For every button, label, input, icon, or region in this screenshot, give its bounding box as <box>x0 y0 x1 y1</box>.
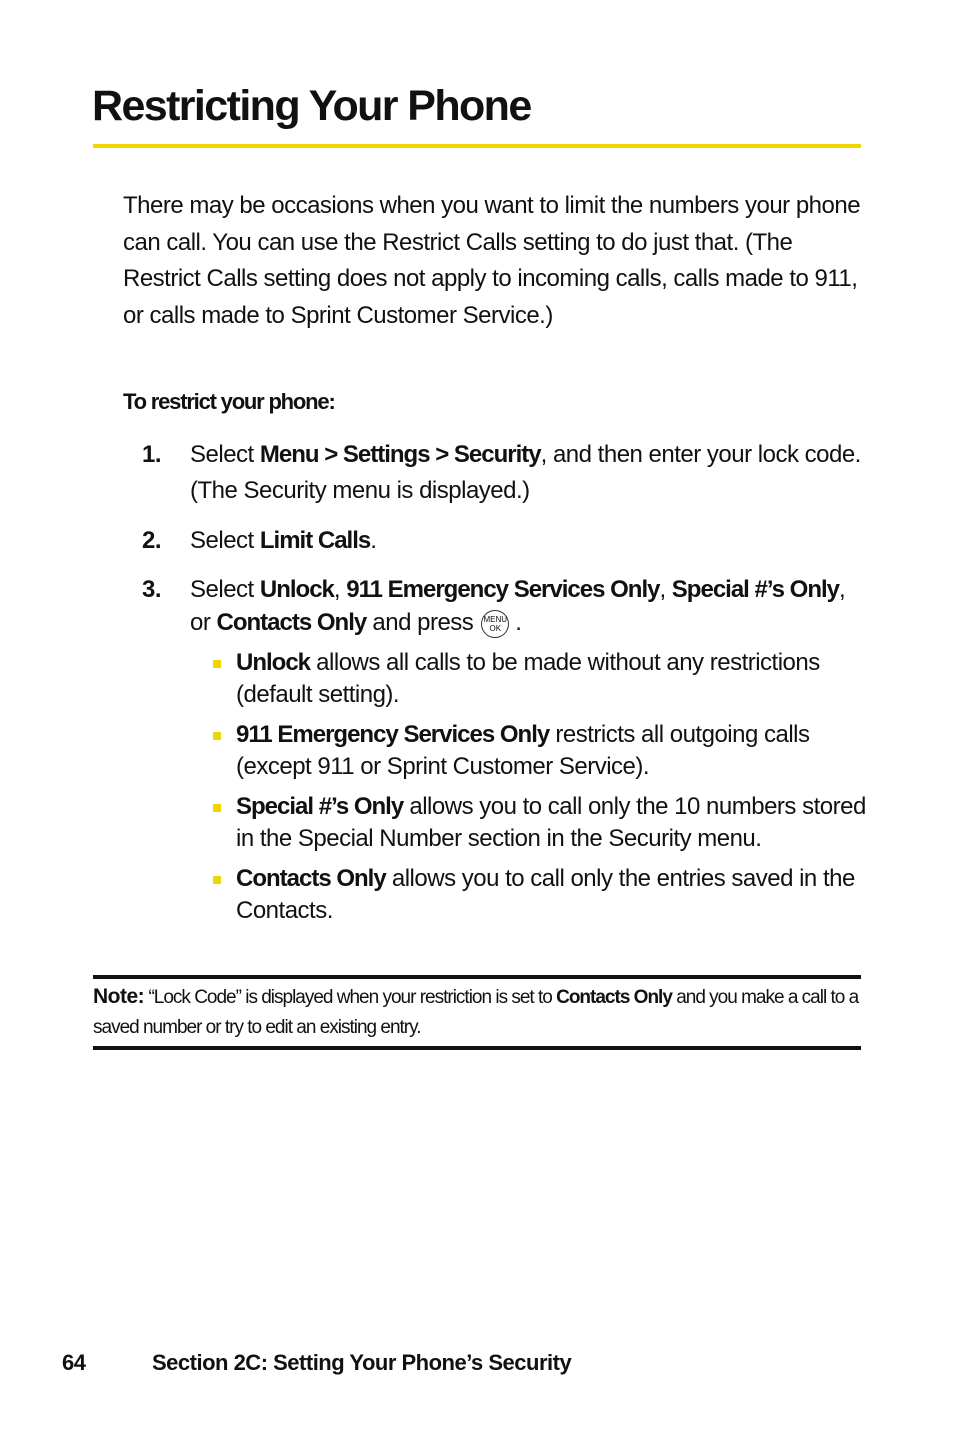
separator: , or <box>190 576 846 636</box>
step-text-pre: Select <box>190 576 260 603</box>
bullet-term: Contacts Only <box>236 865 386 892</box>
option-unlock: Unlock <box>259 576 334 603</box>
bullet-desc: restricts all outgoing calls (except 911 or Sprint Customer Service). <box>236 721 810 780</box>
note-rule-bottom <box>93 1046 861 1050</box>
note-term: Contacts Only <box>556 987 672 1008</box>
bullet-square-icon <box>213 660 221 668</box>
step-text-pre: Select <box>190 527 260 554</box>
bullet-term: Special #’s Only <box>236 793 404 820</box>
note-label: Note: <box>93 985 145 1008</box>
option-contacts: Contacts Only <box>216 609 367 636</box>
separator: , <box>659 576 672 603</box>
page-title: Restricting Your Phone <box>92 82 531 130</box>
intro-paragraph: There may be occasions when you want to limit the numbers your phone can call. You can use the Restrict Calls setting to do just that. (The Restrict Calls setting does not apply to incoming calls, calls made to 911, or calls made to Sprint Customer Service.) <box>123 192 861 329</box>
menu-path: Menu > Settings > Security <box>259 441 541 468</box>
step-number: 2. <box>142 527 162 554</box>
step-text <box>190 573 862 639</box>
options-list <box>210 647 870 935</box>
bullet-desc: allows all calls to be made without any restrictions (default setting). <box>236 649 820 708</box>
bullet-square-icon <box>213 876 221 884</box>
key-label-top: MENU <box>483 614 508 624</box>
procedure-heading: To restrict your phone: <box>123 389 335 414</box>
note-box <box>93 982 863 1042</box>
step-text-post: , and then enter your lock code. (The Security menu is displayed.) <box>190 441 861 504</box>
step-1 <box>142 437 862 509</box>
bullet-term: 911 Emergency Services Only <box>236 721 550 748</box>
step-3 <box>142 573 862 639</box>
key-label-bottom: OK <box>489 623 502 633</box>
bullet-desc: allows you to call only the entries saved in the Contacts. <box>236 865 855 924</box>
step-text-post: and press <box>366 609 474 636</box>
option-special: Special #’s Only <box>671 576 839 603</box>
note-rule-top <box>93 975 861 979</box>
step-text-post: . <box>370 527 377 554</box>
list-item <box>210 863 870 926</box>
step-text-pre: Select <box>190 441 260 468</box>
bullet-square-icon <box>213 804 221 812</box>
page-number: 64 <box>62 1350 86 1375</box>
step-2 <box>142 523 862 559</box>
bullet-square-icon <box>213 732 221 740</box>
menu-ok-key-icon <box>481 610 509 638</box>
note-text-post: and you make a call to a saved number or try to edit an existing entry. <box>93 987 859 1038</box>
step-text <box>190 523 862 559</box>
list-item <box>210 791 870 854</box>
footer-section-title: Section 2C: Setting Your Phone’s Security <box>152 1350 572 1375</box>
list-item <box>210 719 870 782</box>
title-rule <box>93 144 861 148</box>
separator: , <box>333 576 347 603</box>
bullet-term: Unlock <box>236 649 311 676</box>
list-item <box>210 647 870 710</box>
note-text-pre: “Lock Code” is displayed when your restriction is set to <box>144 987 557 1008</box>
menu-target: Limit Calls <box>259 527 371 554</box>
bullet-desc: allows you to call only the 10 numbers stored in the Special Number section in the Security menu. <box>236 793 866 852</box>
option-911: 911 Emergency Services Only <box>346 576 660 603</box>
step-number: 1. <box>142 441 162 468</box>
step-text-end: . <box>515 609 522 636</box>
step-text <box>190 437 862 509</box>
step-number: 3. <box>142 576 162 603</box>
